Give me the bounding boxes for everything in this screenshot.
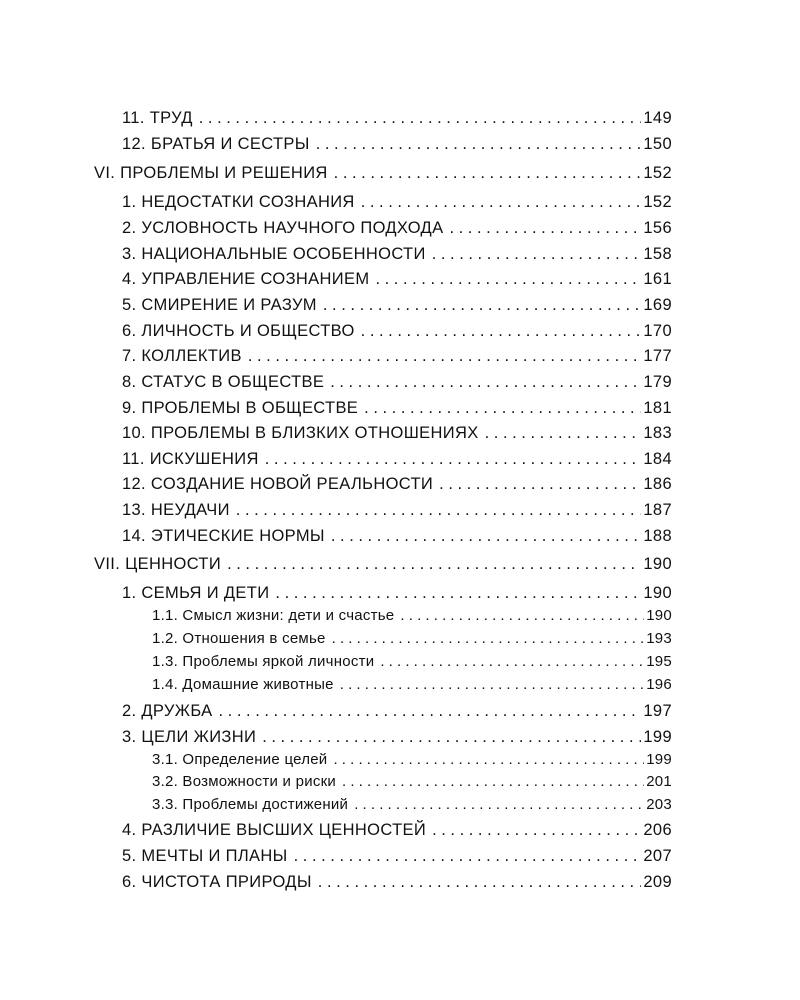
toc-entry-title: 1.4. Домашние животные xyxy=(152,676,334,693)
toc-entry-title: 3. ЦЕЛИ ЖИЗНИ xyxy=(122,728,257,746)
dot-leader xyxy=(323,294,642,316)
toc-entry-title: 5. СМИРЕНИЕ И РАЗУМ xyxy=(122,296,317,314)
toc-subentry xyxy=(152,749,672,771)
toc-entry-page: 149 xyxy=(643,109,672,127)
dot-leader xyxy=(294,845,642,867)
dot-leader xyxy=(375,268,641,290)
toc-entry-title: 14. ЭТИЧЕСКИЕ НОРМЫ xyxy=(122,527,325,545)
toc-entry xyxy=(122,726,672,748)
toc-entry xyxy=(122,700,672,722)
dot-leader xyxy=(333,749,644,771)
toc-entry-title: 1.2. Отношения в семье xyxy=(152,630,326,647)
dot-leader xyxy=(364,397,641,419)
dot-leader xyxy=(227,553,641,575)
dot-leader xyxy=(361,191,642,213)
toc-subentry xyxy=(152,605,672,627)
dot-leader xyxy=(380,651,644,673)
toc-entry xyxy=(122,268,672,290)
dot-leader xyxy=(262,726,641,748)
toc-entry-title: 1. НЕДОСТАТКИ СОЗНАНИЯ xyxy=(122,193,355,211)
toc-entry-title: 11. ТРУД xyxy=(122,109,193,127)
toc-entry-title: 1. СЕМЬЯ И ДЕТИ xyxy=(122,584,270,602)
dot-leader xyxy=(432,243,642,265)
toc-entry-title: 3. НАЦИОНАЛЬНЫЕ ОСОБЕННОСТИ xyxy=(122,245,426,263)
toc-entry xyxy=(122,582,672,604)
toc-entry-title: 5. МЕЧТЫ И ПЛАНЫ xyxy=(122,847,288,865)
toc-entry-title: 12. СОЗДАНИЕ НОВОЙ РЕАЛЬНОСТИ xyxy=(122,475,434,493)
toc-entry-title: 4. РАЗЛИЧИЕ ВЫСШИХ ЦЕННОСТЕЙ xyxy=(122,821,427,839)
toc-entry-title: 12. БРАТЬЯ И СЕСТРЫ xyxy=(122,135,310,153)
toc-entry xyxy=(122,871,672,893)
dot-leader xyxy=(236,499,642,521)
dot-leader xyxy=(275,582,641,604)
toc-entry-title: 3.1. Определение целей xyxy=(152,751,328,768)
toc-entry-title: 2. ДРУЖБА xyxy=(122,702,213,720)
toc-entry-page: 169 xyxy=(643,296,672,314)
toc-entry-title: VI. ПРОБЛЕМЫ И РЕШЕНИЯ xyxy=(94,164,328,182)
toc-section-heading xyxy=(94,162,672,184)
toc-subentry xyxy=(152,628,672,650)
toc-entry-title: 6. ЧИСТОТА ПРИРОДЫ xyxy=(122,873,312,891)
toc-entry-title: 6. ЛИЧНОСТЬ И ОБЩЕСТВО xyxy=(122,322,355,340)
dot-leader xyxy=(340,674,644,696)
toc-entry xyxy=(122,397,672,419)
dot-leader xyxy=(485,422,642,444)
toc-entry-title: 11. ИСКУШЕНИЯ xyxy=(122,450,259,468)
toc-entry-page: 181 xyxy=(643,399,672,417)
toc-entry xyxy=(122,371,672,393)
toc-entry xyxy=(122,473,672,495)
toc-entry-page: 152 xyxy=(643,164,672,182)
toc-subentry xyxy=(152,794,672,816)
dot-leader xyxy=(265,448,642,470)
toc-entry-title: 3.2. Возможности и риски xyxy=(152,773,337,790)
dot-leader xyxy=(432,819,641,841)
dot-leader xyxy=(199,107,642,129)
toc-entry-page: 199 xyxy=(646,751,672,768)
dot-leader xyxy=(219,700,642,722)
toc-entry-page: 207 xyxy=(643,847,672,865)
toc-entry-page: 170 xyxy=(643,322,672,340)
toc-entry xyxy=(122,422,672,444)
toc-entry-page: 184 xyxy=(643,450,672,468)
dot-leader xyxy=(354,794,644,816)
toc-entry-page: 177 xyxy=(643,347,672,365)
dot-leader xyxy=(361,320,642,342)
toc-entry-page: 188 xyxy=(643,527,672,545)
dot-leader xyxy=(400,605,644,627)
toc-entry xyxy=(122,345,672,367)
toc-entry xyxy=(122,294,672,316)
toc-entry xyxy=(122,448,672,470)
toc-entry xyxy=(122,525,672,547)
toc-entry-title: 3.3. Проблемы достижений xyxy=(152,796,349,813)
toc-entry xyxy=(122,133,672,155)
toc-entry-page: 161 xyxy=(643,270,672,288)
toc-entry xyxy=(122,845,672,867)
toc-subentry xyxy=(152,651,672,673)
dot-leader xyxy=(331,525,642,547)
toc-section-heading xyxy=(94,553,672,575)
toc-entry-page: 150 xyxy=(643,135,672,153)
toc-entry-page: 183 xyxy=(643,424,672,442)
toc-entry-page: 193 xyxy=(646,630,672,647)
dot-leader xyxy=(248,345,642,367)
toc-entry-page: 152 xyxy=(643,193,672,211)
toc-entry-page: 187 xyxy=(643,501,672,519)
toc-entry-page: 158 xyxy=(643,245,672,263)
toc-entry xyxy=(122,320,672,342)
toc-entry-title: 2. УСЛОВНОСТЬ НАУЧНОГО ПОДХОДА xyxy=(122,219,444,237)
toc-entry-title: VII. ЦЕННОСТИ xyxy=(94,555,222,573)
toc-entry-page: 190 xyxy=(646,607,672,624)
toc-entry-title: 4. УПРАВЛЕНИЕ СОЗНАНИЕМ xyxy=(122,270,370,288)
toc-entry-page: 195 xyxy=(646,653,672,670)
toc-entry xyxy=(122,191,672,213)
toc-entry-page: 186 xyxy=(643,475,672,493)
toc-subentry xyxy=(152,674,672,696)
toc-entry-title: 1.3. Проблемы яркой личности xyxy=(152,653,375,670)
toc-entry xyxy=(122,217,672,239)
dot-leader xyxy=(342,771,644,793)
dot-leader xyxy=(330,371,641,393)
toc-entry-page: 196 xyxy=(646,676,672,693)
toc-entry-title: 7. КОЛЛЕКТИВ xyxy=(122,347,242,365)
toc-entry-title: 8. СТАТУС В ОБЩЕСТВЕ xyxy=(122,373,325,391)
toc-entry-page: 190 xyxy=(643,584,672,602)
dot-leader xyxy=(318,871,642,893)
toc-entry-page: 197 xyxy=(643,702,672,720)
toc-entry-page: 156 xyxy=(643,219,672,237)
dot-leader xyxy=(449,217,641,239)
toc-entry-title: 9. ПРОБЛЕМЫ В ОБЩЕСТВЕ xyxy=(122,399,359,417)
dot-leader xyxy=(439,473,641,495)
toc-entry xyxy=(122,819,672,841)
toc-entry-page: 203 xyxy=(646,796,672,813)
toc-subentry xyxy=(152,771,672,793)
toc-entry-title: 13. НЕУДАЧИ xyxy=(122,501,230,519)
dot-leader xyxy=(316,133,642,155)
toc-entry-page: 190 xyxy=(643,555,672,573)
toc-entry-page: 179 xyxy=(643,373,672,391)
toc-entry-page: 201 xyxy=(646,773,672,790)
toc-entry xyxy=(122,243,672,265)
dot-leader xyxy=(334,162,642,184)
toc-entry xyxy=(122,107,672,129)
toc-entry-title: 10. ПРОБЛЕМЫ В БЛИЗКИХ ОТНОШЕНИЯХ xyxy=(122,424,479,442)
toc-entry-page: 199 xyxy=(643,728,672,746)
toc-entry-page: 206 xyxy=(643,821,672,839)
toc-entry-title: 1.1. Смысл жизни: дети и счастье xyxy=(152,607,395,624)
toc-entry-page: 209 xyxy=(643,873,672,891)
dot-leader xyxy=(332,628,645,650)
toc-entry xyxy=(122,499,672,521)
